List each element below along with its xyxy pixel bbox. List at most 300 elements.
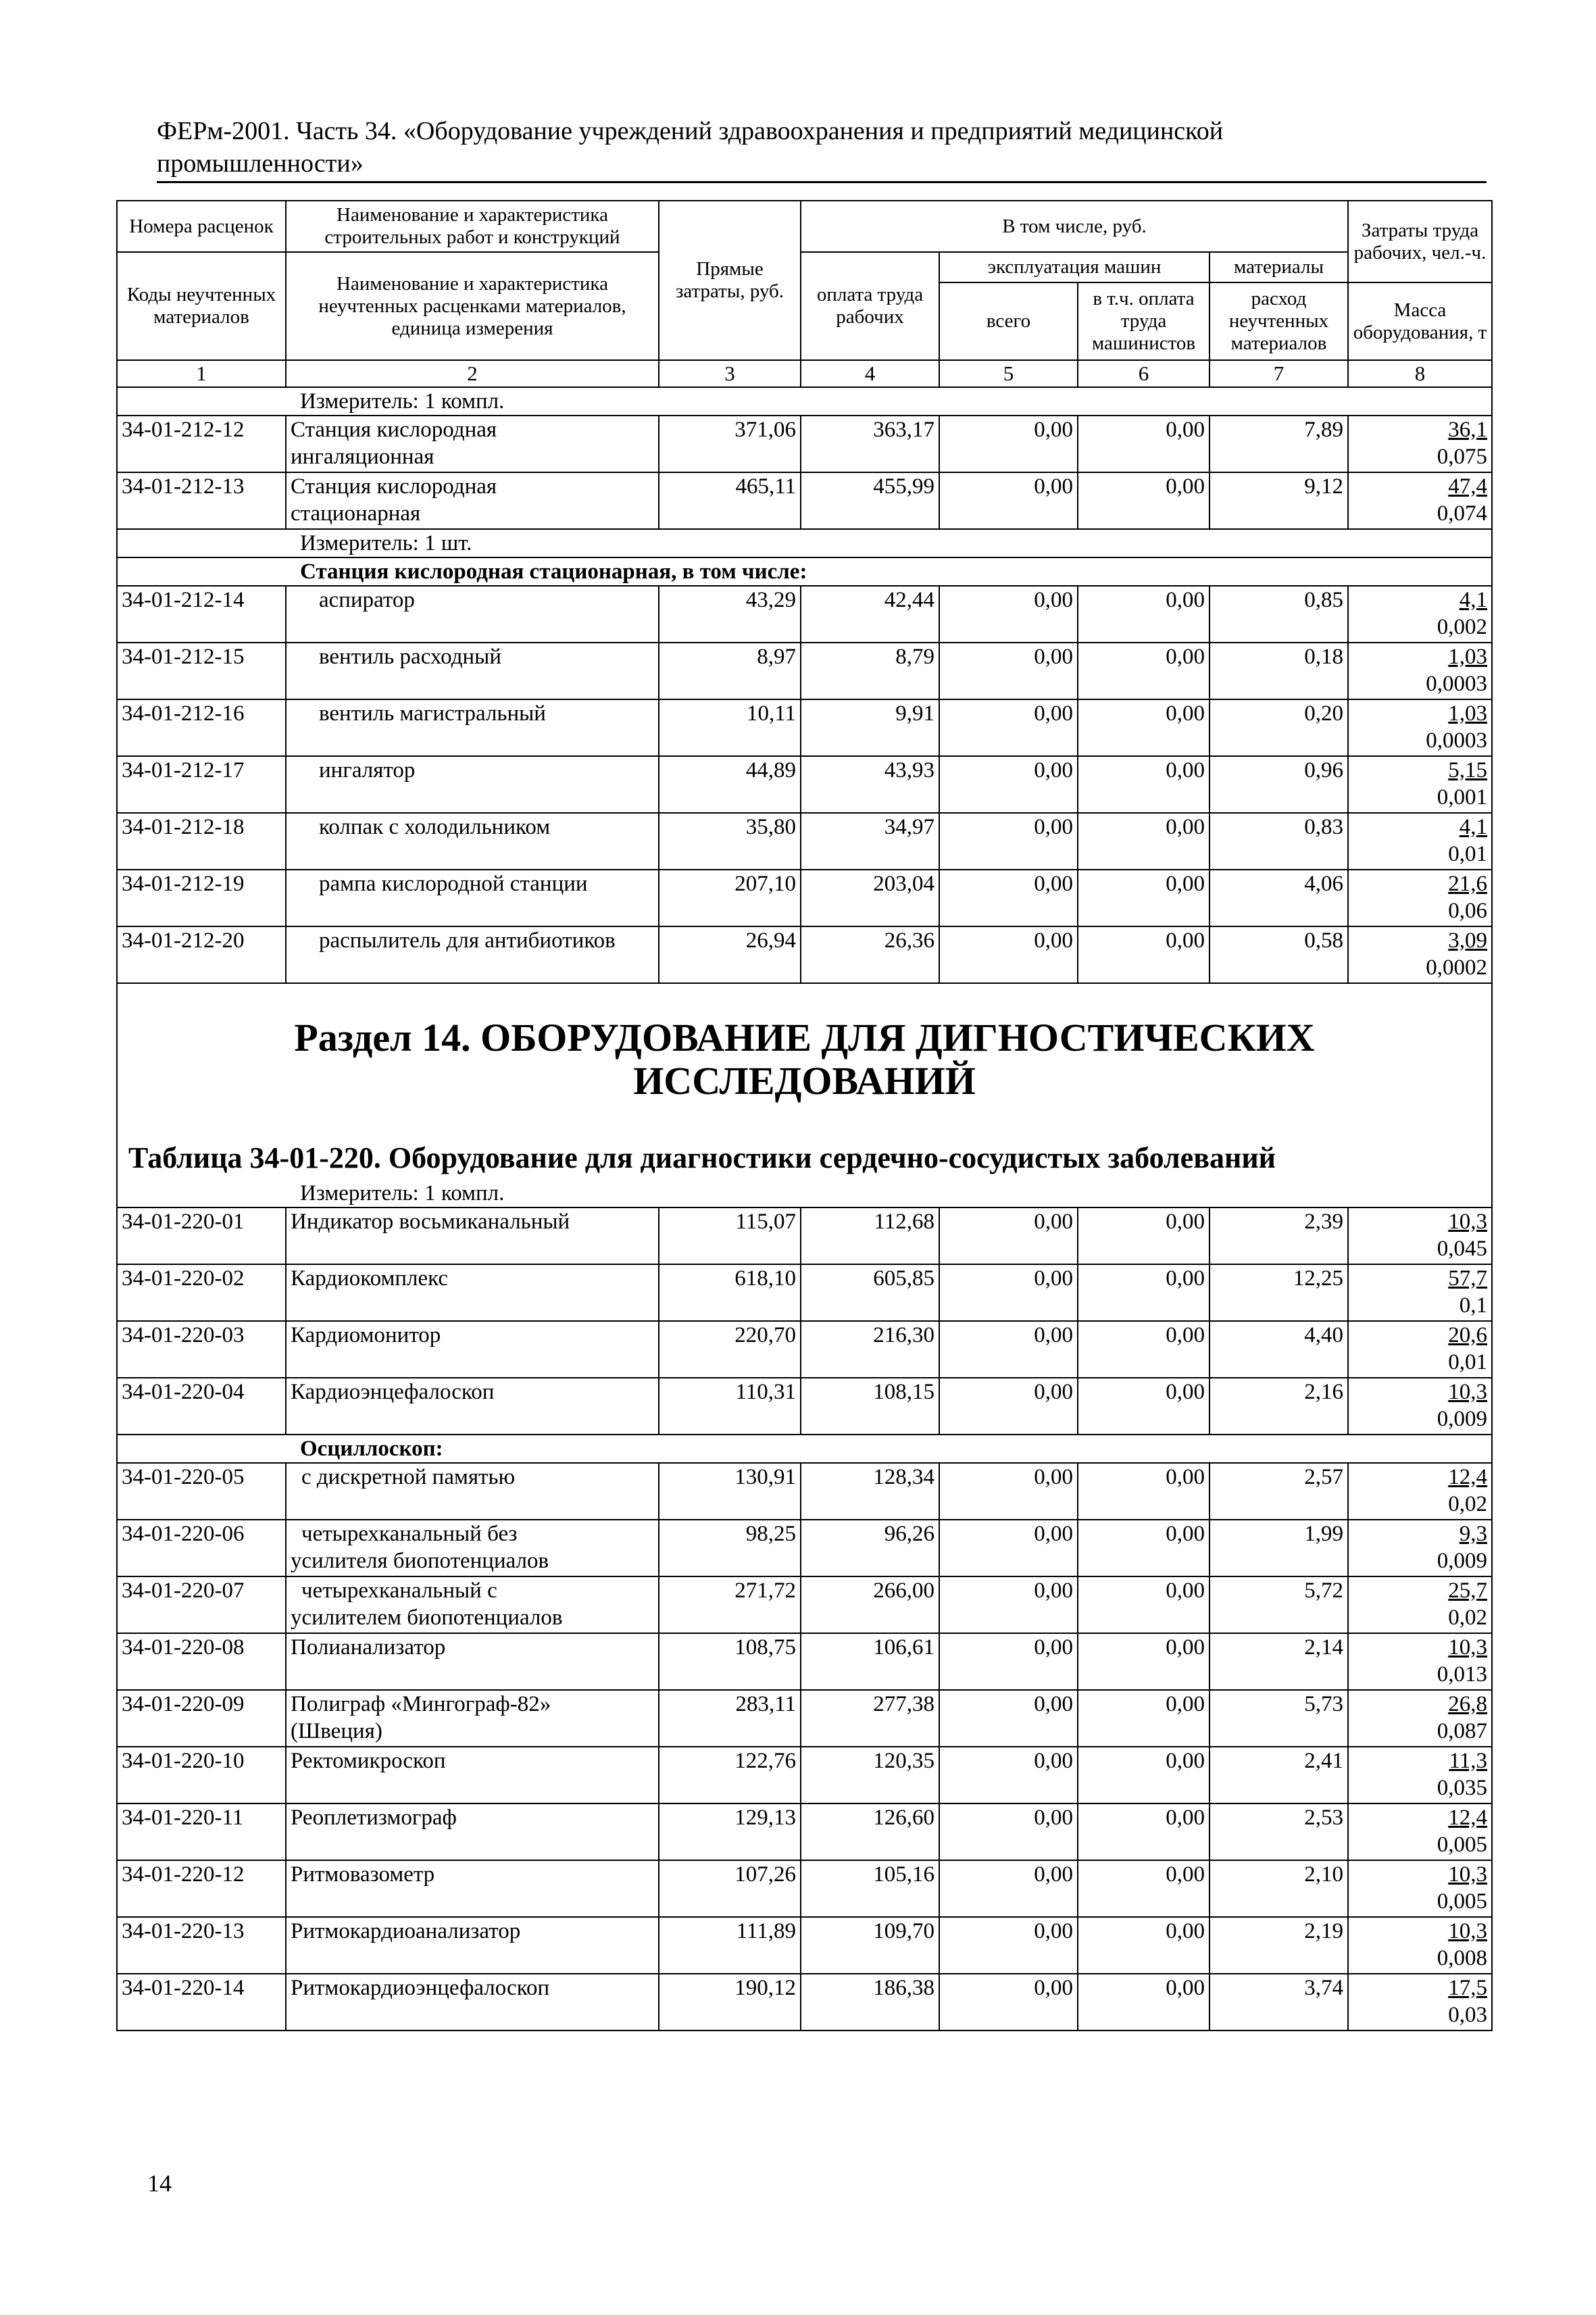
item-name xyxy=(286,1917,659,1974)
value-c5-text: 0,00 xyxy=(1034,872,1073,896)
rate-code-text: 34-01-220-06 xyxy=(122,1522,245,1546)
value-c4 xyxy=(801,1633,939,1690)
value-c5 xyxy=(939,1860,1078,1917)
rate-code-text: 34-01-220-13 xyxy=(122,1919,245,1943)
item-name-text: рампа кислородной станции xyxy=(319,872,588,896)
labor-value: 10,3 xyxy=(1448,1210,1487,1234)
labor-value: 21,6 xyxy=(1448,872,1487,896)
value-c4 xyxy=(801,870,939,926)
item-name-line1: Полиграф «Мингограф-82» xyxy=(291,1692,551,1716)
value-c6 xyxy=(1078,1690,1210,1747)
value-c7 xyxy=(1210,1860,1348,1917)
value-c6-text: 0,00 xyxy=(1166,418,1205,442)
value-c5-text: 0,00 xyxy=(1034,1578,1073,1603)
item-name-text: аспиратор xyxy=(319,588,415,612)
value-c4-text: 266,00 xyxy=(873,1578,934,1603)
rate-code xyxy=(117,756,286,813)
col-number: 5 xyxy=(939,360,1078,387)
value-c3 xyxy=(659,1321,801,1378)
labor-value: 36,1 xyxy=(1448,418,1487,442)
labor-mass xyxy=(1348,1917,1492,1974)
labor-mass xyxy=(1348,1321,1492,1378)
item-name-text: вентиль магистральный xyxy=(319,701,546,726)
item-name-line1: Полианализатор xyxy=(291,1635,446,1660)
value-c7 xyxy=(1210,699,1348,756)
rate-code xyxy=(117,1690,286,1747)
rate-code-text: 34-01-220-11 xyxy=(122,1806,244,1830)
labor-mass xyxy=(1348,1463,1492,1520)
labor-mass xyxy=(1348,1633,1492,1690)
value-c6-text: 0,00 xyxy=(1166,1919,1205,1943)
value-c3-text: 108,75 xyxy=(734,1635,796,1660)
col-number: 2 xyxy=(286,360,659,387)
value-c4 xyxy=(801,756,939,813)
value-c7 xyxy=(1210,1690,1348,1747)
mass-value: 0,01 xyxy=(1448,1350,1487,1374)
col-material-codes-header: Коды неучтенных материалов xyxy=(117,252,286,360)
value-c6-text: 0,00 xyxy=(1166,1266,1205,1291)
value-c4-text: 109,70 xyxy=(873,1919,934,1943)
mass-value: 0,075 xyxy=(1437,445,1487,469)
value-c6 xyxy=(1078,926,1210,983)
value-c6-text: 0,00 xyxy=(1166,1635,1205,1660)
value-c3-text: 10,11 xyxy=(746,701,796,726)
page-number: 14 xyxy=(147,2170,172,2197)
value-c6 xyxy=(1078,643,1210,699)
labor-mass xyxy=(1348,1378,1492,1435)
mass-value: 0,005 xyxy=(1437,1889,1487,1914)
mass-value: 0,009 xyxy=(1437,1549,1487,1573)
value-c6-text: 0,00 xyxy=(1166,1323,1205,1347)
value-c5 xyxy=(939,926,1078,983)
table-row xyxy=(117,1860,1492,1917)
value-c7 xyxy=(1210,926,1348,983)
value-c4-text: 126,60 xyxy=(873,1806,934,1830)
labor-mass xyxy=(1348,813,1492,870)
labor-mass xyxy=(1348,416,1492,472)
value-c3 xyxy=(659,1690,801,1747)
value-c5 xyxy=(939,756,1078,813)
header-row-1 xyxy=(117,201,1492,252)
table-row xyxy=(117,813,1492,870)
col-number: 7 xyxy=(1210,360,1348,387)
labor-mass xyxy=(1348,1264,1492,1321)
value-c5-text: 0,00 xyxy=(1034,701,1073,726)
value-c6-text: 0,00 xyxy=(1166,645,1205,669)
item-name-line1: Реоплетизмограф xyxy=(291,1806,457,1830)
table-row xyxy=(117,870,1492,926)
value-c3-text: 271,72 xyxy=(734,1578,796,1603)
measure-row-text: Измеритель: 1 компл. xyxy=(117,387,1492,416)
value-c6 xyxy=(1078,1264,1210,1321)
value-c3 xyxy=(659,1974,801,2031)
col-material-usage-header: расход неучтенных материалов xyxy=(1210,282,1348,360)
value-c6 xyxy=(1078,1321,1210,1378)
value-c3-text: 283,11 xyxy=(735,1692,796,1716)
value-c5 xyxy=(939,813,1078,870)
value-c4-text: 106,61 xyxy=(873,1635,934,1660)
value-c7 xyxy=(1210,472,1348,529)
header-rule xyxy=(157,181,1487,183)
labor-mass xyxy=(1348,643,1492,699)
value-c4-text: 8,79 xyxy=(895,645,934,669)
rate-code-text: 34-01-220-14 xyxy=(122,1976,245,2000)
labor-value: 12,4 xyxy=(1448,1465,1487,1489)
labor-value: 4,1 xyxy=(1459,815,1487,839)
item-name xyxy=(286,1463,659,1520)
value-c5-text: 0,00 xyxy=(1034,418,1073,442)
table-row xyxy=(117,1576,1492,1633)
value-c4 xyxy=(801,699,939,756)
value-c5 xyxy=(939,1463,1078,1520)
value-c5 xyxy=(939,699,1078,756)
value-c6-text: 0,00 xyxy=(1166,588,1205,612)
value-c5-text: 0,00 xyxy=(1034,1210,1073,1234)
value-c5 xyxy=(939,1208,1078,1264)
value-c4 xyxy=(801,1264,939,1321)
value-c7 xyxy=(1210,1974,1348,2031)
rate-code-text: 34-01-220-02 xyxy=(122,1266,245,1291)
col-machines-total-header: всего xyxy=(939,282,1078,360)
rate-code xyxy=(117,416,286,472)
item-name xyxy=(286,1576,659,1633)
mass-value: 0,009 xyxy=(1437,1407,1487,1431)
rate-code xyxy=(117,1378,286,1435)
table-row xyxy=(117,699,1492,756)
value-c3-text: 220,70 xyxy=(734,1323,796,1347)
value-c4-text: 96,26 xyxy=(884,1522,934,1546)
value-c7-text: 2,19 xyxy=(1304,1919,1343,1943)
value-c3 xyxy=(659,870,801,926)
item-name xyxy=(286,1321,659,1378)
value-c5 xyxy=(939,1576,1078,1633)
value-c4 xyxy=(801,1690,939,1747)
rate-code-text: 34-01-212-13 xyxy=(122,474,245,499)
rate-code xyxy=(117,586,286,643)
item-name xyxy=(286,586,659,643)
item-name xyxy=(286,699,659,756)
value-c4-text: 105,16 xyxy=(873,1862,934,1887)
value-c3-text: 122,76 xyxy=(734,1749,796,1773)
value-c6 xyxy=(1078,699,1210,756)
table-row xyxy=(117,1321,1492,1378)
labor-value: 1,03 xyxy=(1448,645,1487,669)
item-name-line1: Ритмовазометр xyxy=(291,1862,435,1887)
item-name xyxy=(286,1803,659,1860)
item-name-line1: Индикатор восьмиканальный xyxy=(291,1210,570,1234)
labor-value: 25,7 xyxy=(1448,1578,1487,1603)
mass-value: 0,0003 xyxy=(1426,728,1487,753)
value-c6 xyxy=(1078,1633,1210,1690)
table-row xyxy=(117,1378,1492,1435)
section-measure: Измеритель: 1 компл. xyxy=(300,1181,505,1205)
section-title xyxy=(118,984,1491,1103)
subgroup-row-text: Осциллоскоп: xyxy=(117,1435,1492,1463)
table-title: Таблица 34-01-220. Оборудование для диагностики сердечно-сосудистых заболеваний xyxy=(128,1141,1276,1174)
value-c4 xyxy=(801,1378,939,1435)
value-c3 xyxy=(659,1803,801,1860)
col-mass-header: Масса оборудования, т xyxy=(1348,282,1492,360)
rate-code xyxy=(117,1264,286,1321)
value-c7-text: 0,85 xyxy=(1304,588,1343,612)
rate-code xyxy=(117,1321,286,1378)
measure-row xyxy=(117,529,1492,557)
header-row-2 xyxy=(117,252,1492,282)
rate-code xyxy=(117,699,286,756)
mass-value: 0,1 xyxy=(1459,1293,1487,1318)
table-row xyxy=(117,756,1492,813)
value-c4-text: 120,35 xyxy=(873,1749,934,1773)
rate-code xyxy=(117,1860,286,1917)
value-c7-text: 3,74 xyxy=(1304,1976,1343,2000)
rate-code xyxy=(117,870,286,926)
labor-mass xyxy=(1348,1690,1492,1747)
col-machines-header: эксплуатация машин xyxy=(939,252,1210,282)
value-c3 xyxy=(659,699,801,756)
value-c5-text: 0,00 xyxy=(1034,474,1073,499)
value-c6-text: 0,00 xyxy=(1166,1522,1205,1546)
labor-value: 10,3 xyxy=(1448,1380,1487,1404)
table-row xyxy=(117,1208,1492,1264)
value-c6 xyxy=(1078,1463,1210,1520)
value-c7-text: 4,40 xyxy=(1304,1323,1343,1347)
value-c3-text: 371,06 xyxy=(734,418,796,442)
value-c6-text: 0,00 xyxy=(1166,1749,1205,1773)
labor-mass xyxy=(1348,699,1492,756)
rate-code xyxy=(117,1803,286,1860)
mass-value: 0,002 xyxy=(1437,615,1487,639)
value-c5 xyxy=(939,1633,1078,1690)
col-material-name-header: Наименование и характеристика неучтенных расценками материалов, единица измерения xyxy=(286,252,659,360)
value-c7 xyxy=(1210,1803,1348,1860)
value-c3-text: 111,89 xyxy=(736,1919,796,1943)
labor-mass xyxy=(1348,586,1492,643)
rate-code xyxy=(117,472,286,529)
value-c7 xyxy=(1210,756,1348,813)
value-c3-text: 110,31 xyxy=(735,1380,796,1404)
value-c7-text: 12,25 xyxy=(1293,1266,1343,1291)
table-row xyxy=(117,1803,1492,1860)
value-c5 xyxy=(939,643,1078,699)
value-c3 xyxy=(659,926,801,983)
value-c4 xyxy=(801,1520,939,1576)
section-title-line2: ИССЛЕДОВАНИЙ xyxy=(633,1059,976,1103)
value-c3-text: 115,07 xyxy=(735,1210,796,1234)
mass-value: 0,045 xyxy=(1437,1237,1487,1261)
value-c4 xyxy=(801,1321,939,1378)
rate-code-text: 34-01-212-17 xyxy=(122,758,245,782)
item-name xyxy=(286,1378,659,1435)
item-name xyxy=(286,1264,659,1321)
rate-code xyxy=(117,643,286,699)
item-name xyxy=(286,870,659,926)
rate-code xyxy=(117,1208,286,1264)
value-c3 xyxy=(659,416,801,472)
item-name-line1: четырехканальный с xyxy=(301,1578,497,1603)
section-heading-cell xyxy=(117,983,1492,1208)
value-c7-text: 2,16 xyxy=(1304,1380,1343,1404)
value-c6-text: 0,00 xyxy=(1166,1465,1205,1489)
measure-row xyxy=(117,387,1492,416)
value-c6 xyxy=(1078,586,1210,643)
rate-code-text: 34-01-220-10 xyxy=(122,1749,245,1773)
section-heading-row xyxy=(117,983,1492,1208)
labor-value: 3,09 xyxy=(1448,928,1487,953)
value-c6 xyxy=(1078,1917,1210,1974)
labor-value: 9,3 xyxy=(1459,1522,1487,1546)
value-c7 xyxy=(1210,416,1348,472)
value-c5 xyxy=(939,1690,1078,1747)
value-c3-text: 190,12 xyxy=(734,1976,796,2000)
value-c3 xyxy=(659,472,801,529)
table-row xyxy=(117,1690,1492,1747)
col-number: 8 xyxy=(1348,360,1492,387)
value-c4-text: 277,38 xyxy=(873,1692,934,1716)
labor-mass xyxy=(1348,926,1492,983)
value-c4 xyxy=(801,643,939,699)
rate-code-text: 34-01-220-05 xyxy=(122,1465,245,1489)
table-row xyxy=(117,1264,1492,1321)
labor-mass xyxy=(1348,1803,1492,1860)
value-c7 xyxy=(1210,1378,1348,1435)
value-c4-text: 186,38 xyxy=(873,1976,934,2000)
value-c3 xyxy=(659,1208,801,1264)
item-name xyxy=(286,756,659,813)
value-c5-text: 0,00 xyxy=(1034,1919,1073,1943)
value-c3-text: 26,94 xyxy=(745,928,796,953)
labor-mass xyxy=(1348,756,1492,813)
value-c7 xyxy=(1210,1520,1348,1576)
col-materials-header: материалы xyxy=(1210,252,1348,282)
value-c7 xyxy=(1210,813,1348,870)
item-name-line1: Кардиоэнцефалоскоп xyxy=(291,1380,495,1404)
item-name-text: ингалятор xyxy=(319,758,416,782)
col-machinist-wages-header: в т.ч. оплата труда машинистов xyxy=(1078,282,1210,360)
rate-code xyxy=(117,1917,286,1974)
value-c6 xyxy=(1078,870,1210,926)
table-row xyxy=(117,926,1492,983)
value-c3-text: 98,25 xyxy=(745,1522,796,1546)
table-row xyxy=(117,1463,1492,1520)
value-c5-text: 0,00 xyxy=(1034,1465,1073,1489)
value-c7 xyxy=(1210,1208,1348,1264)
value-c6-text: 0,00 xyxy=(1166,872,1205,896)
value-c6-text: 0,00 xyxy=(1166,1380,1205,1404)
value-c5 xyxy=(939,416,1078,472)
value-c7 xyxy=(1210,1747,1348,1803)
value-c7 xyxy=(1210,1463,1348,1520)
value-c3-text: 207,10 xyxy=(734,872,796,896)
labor-value: 1,03 xyxy=(1448,701,1487,726)
value-c5-text: 0,00 xyxy=(1034,1692,1073,1716)
labor-value: 12,4 xyxy=(1448,1806,1487,1830)
value-c4-text: 605,85 xyxy=(873,1266,934,1291)
item-name-line1: Станция кислородная xyxy=(291,418,497,442)
value-c6 xyxy=(1078,1378,1210,1435)
value-c7 xyxy=(1210,1321,1348,1378)
value-c7-text: 5,73 xyxy=(1304,1692,1343,1716)
measure-row-text: Измеритель: 1 шт. xyxy=(117,529,1492,557)
value-c3-text: 465,11 xyxy=(735,474,796,499)
item-name-line1: Станция кислородная xyxy=(291,474,497,499)
col-including-header: В том числе, руб. xyxy=(801,201,1348,252)
value-c5-text: 0,00 xyxy=(1034,1380,1073,1404)
mass-value: 0,0003 xyxy=(1426,672,1487,696)
value-c4-text: 455,99 xyxy=(873,474,934,499)
value-c5-text: 0,00 xyxy=(1034,645,1073,669)
labor-value: 57,7 xyxy=(1448,1266,1487,1291)
col-labor-header: Затраты труда рабочих, чел.-ч. xyxy=(1348,201,1492,282)
rate-code xyxy=(117,813,286,870)
value-c4 xyxy=(801,813,939,870)
mass-value: 0,02 xyxy=(1448,1605,1487,1630)
value-c7-text: 4,06 xyxy=(1304,872,1343,896)
value-c7-text: 5,72 xyxy=(1304,1578,1343,1603)
item-name xyxy=(286,926,659,983)
rate-code-text: 34-01-220-07 xyxy=(122,1578,245,1603)
value-c4 xyxy=(801,1576,939,1633)
mass-value: 0,06 xyxy=(1448,899,1487,923)
table-row xyxy=(117,1520,1492,1576)
value-c3-text: 43,29 xyxy=(745,588,796,612)
labor-value: 20,6 xyxy=(1448,1323,1487,1347)
rate-code-text: 34-01-220-12 xyxy=(122,1862,245,1887)
value-c3-text: 44,89 xyxy=(745,758,796,782)
value-c3 xyxy=(659,1633,801,1690)
value-c6-text: 0,00 xyxy=(1166,1806,1205,1830)
item-name-text: вентиль расходный xyxy=(319,645,501,669)
rate-code-text: 34-01-212-19 xyxy=(122,872,245,896)
labor-mass xyxy=(1348,1520,1492,1576)
item-name-line1: с дискретной памятью xyxy=(301,1465,516,1489)
subgroup-row xyxy=(117,1435,1492,1463)
value-c5-text: 0,00 xyxy=(1034,588,1073,612)
value-c3 xyxy=(659,1747,801,1803)
item-name-text: распылитель для антибиотиков xyxy=(319,928,616,953)
value-c3 xyxy=(659,1463,801,1520)
rate-code-text: 34-01-220-08 xyxy=(122,1635,245,1660)
value-c7-text: 2,10 xyxy=(1304,1862,1343,1887)
value-c7-text: 0,96 xyxy=(1304,758,1343,782)
value-c7 xyxy=(1210,1917,1348,1974)
value-c4 xyxy=(801,1860,939,1917)
labor-value: 26,8 xyxy=(1448,1692,1487,1716)
labor-mass xyxy=(1348,1576,1492,1633)
value-c6 xyxy=(1078,1520,1210,1576)
item-name-line1: Кардиокомплекс xyxy=(291,1266,448,1291)
mass-value: 0,005 xyxy=(1437,1833,1487,1857)
value-c4 xyxy=(801,1803,939,1860)
value-c7-text: 2,53 xyxy=(1304,1806,1343,1830)
col-number: 1 xyxy=(117,360,286,387)
value-c6 xyxy=(1078,1747,1210,1803)
column-numbers-row xyxy=(117,360,1492,387)
item-name xyxy=(286,1974,659,2031)
item-name xyxy=(286,1860,659,1917)
subgroup-row-text: Станция кислородная стационарная, в том числе: xyxy=(117,557,1492,586)
value-c3 xyxy=(659,1520,801,1576)
item-name-line1: Ректомикроскоп xyxy=(291,1749,446,1773)
value-c5 xyxy=(939,1747,1078,1803)
labor-value: 10,3 xyxy=(1448,1635,1487,1660)
value-c5 xyxy=(939,586,1078,643)
running-header: ФЕРм-2001. Часть 34. «Оборудование учреждений здравоохранения и предприятий медицинской промышленности» xyxy=(157,117,1224,178)
item-name xyxy=(286,1208,659,1264)
value-c3-text: 107,26 xyxy=(734,1862,796,1887)
value-c5 xyxy=(939,1803,1078,1860)
value-c3 xyxy=(659,1860,801,1917)
value-c4-text: 203,04 xyxy=(873,872,934,896)
